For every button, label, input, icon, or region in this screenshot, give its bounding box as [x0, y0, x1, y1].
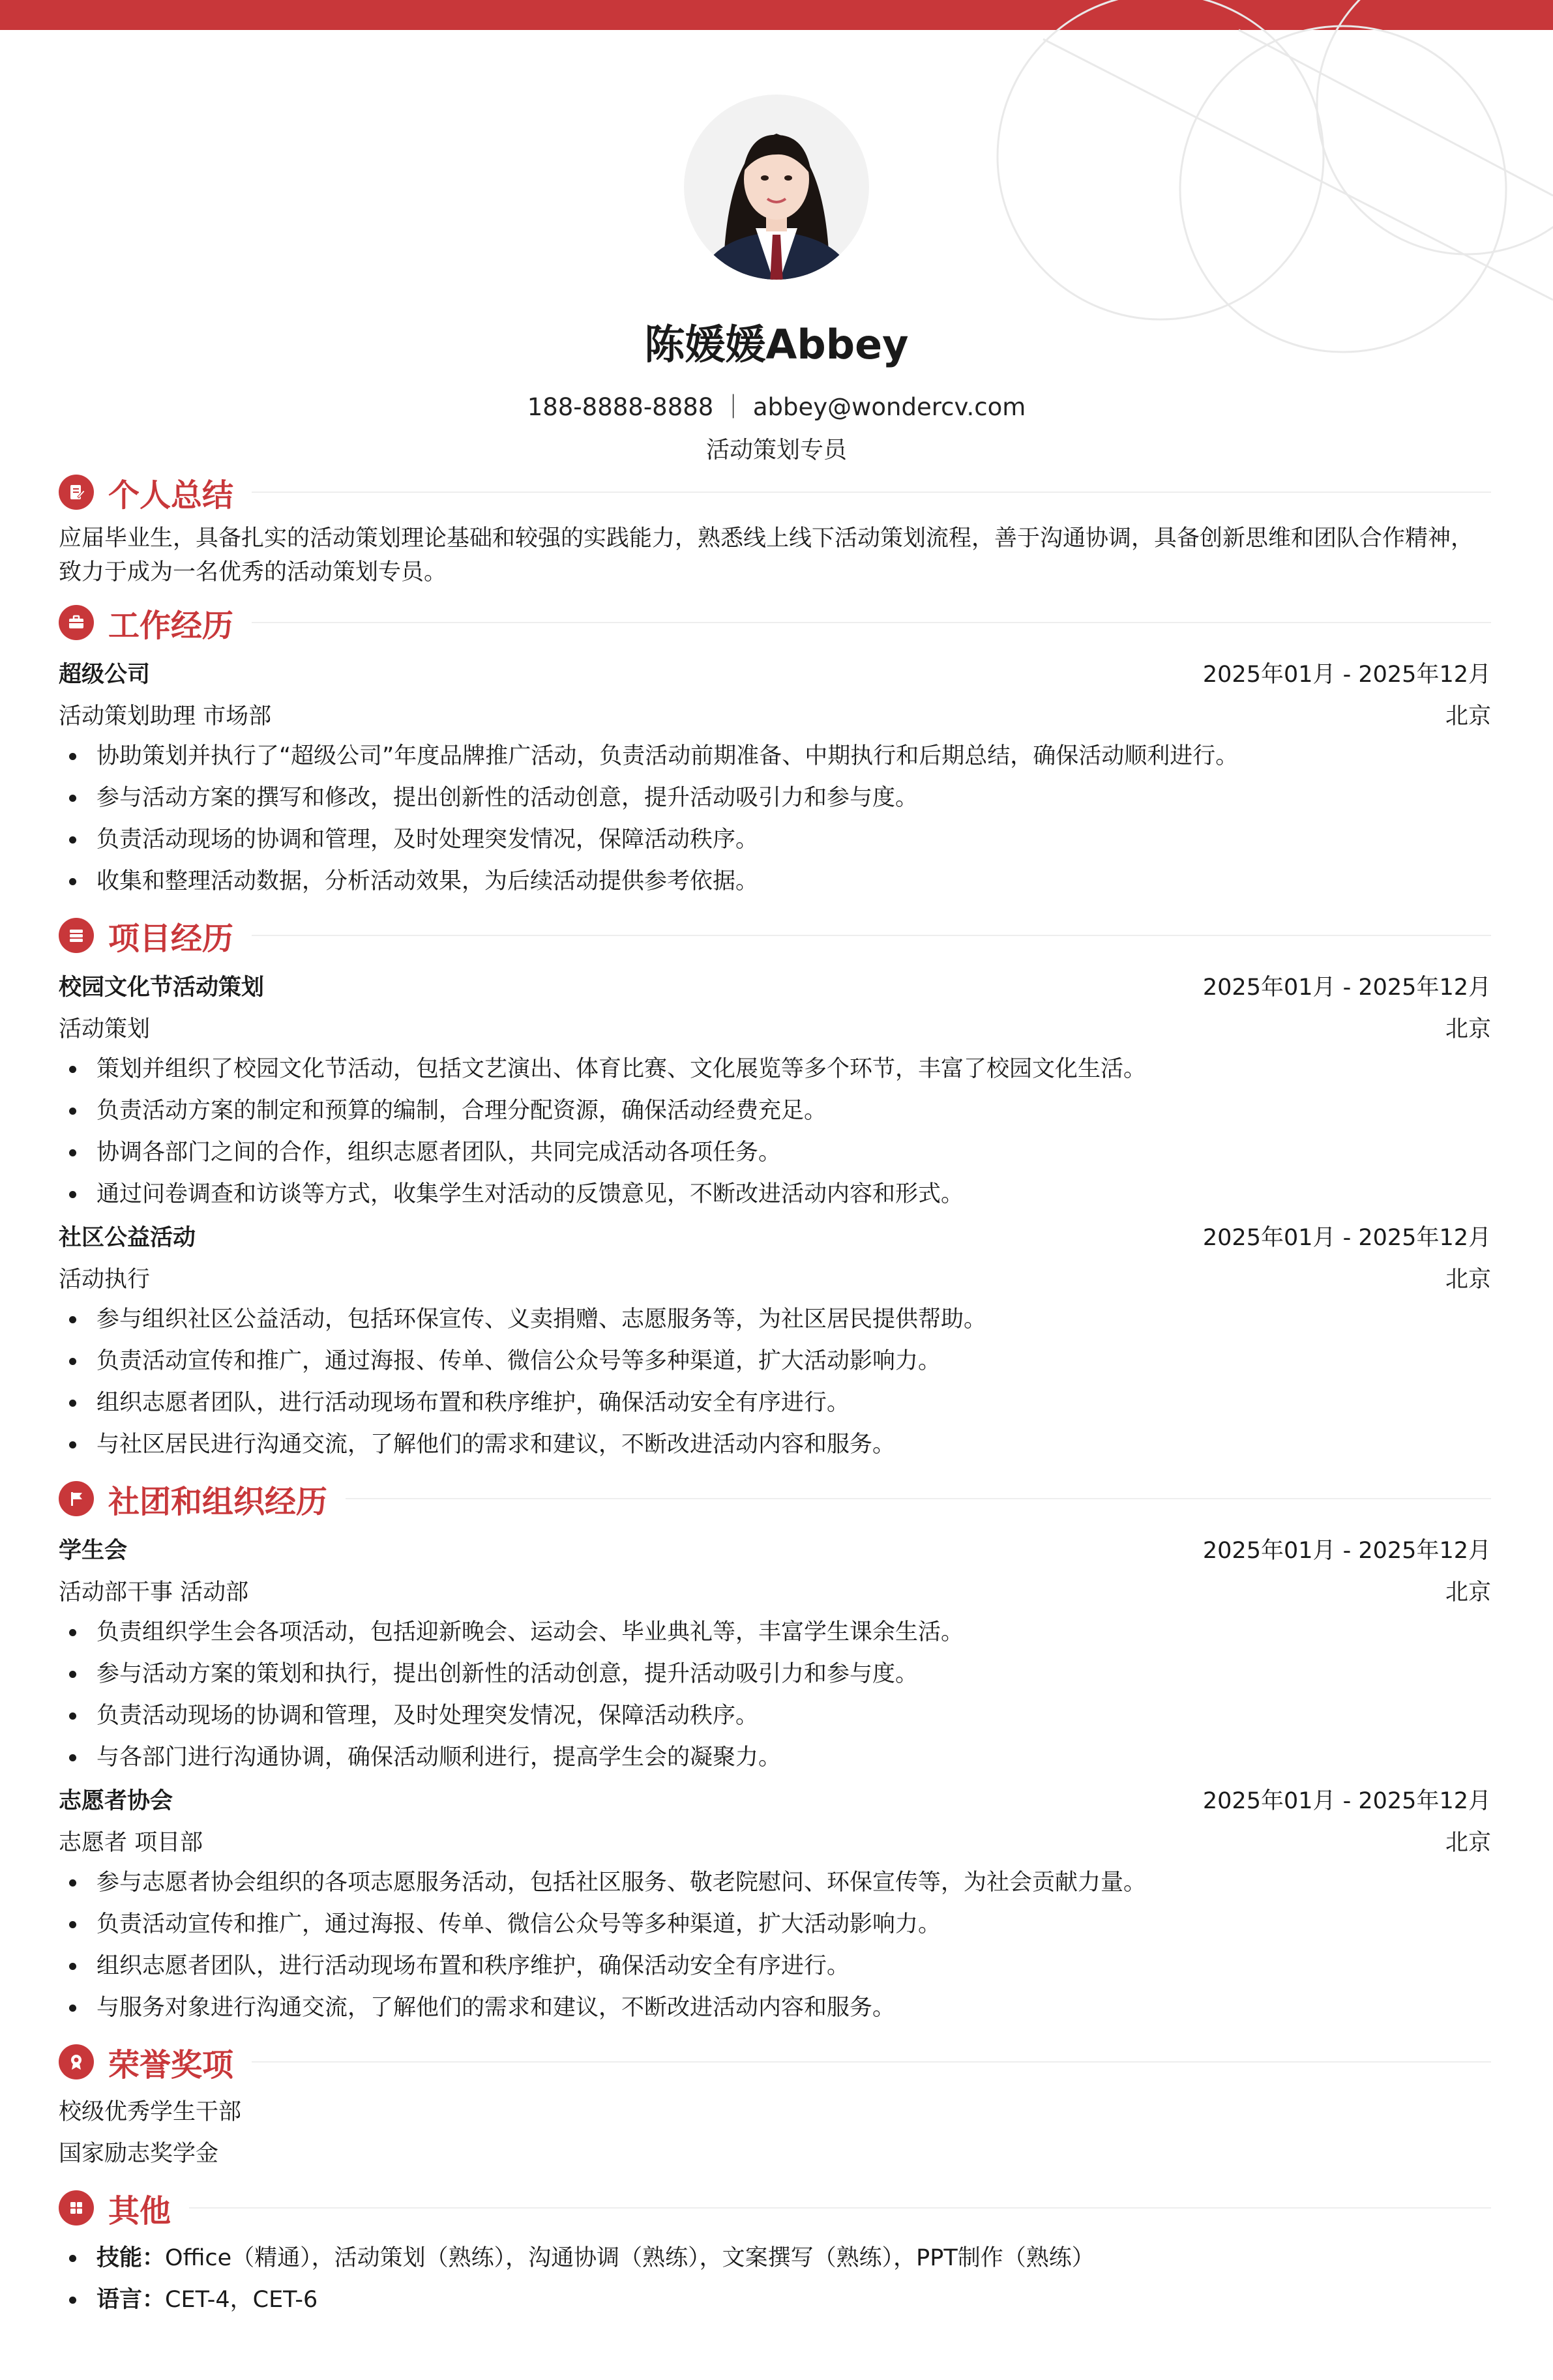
top-accent-bar — [0, 0, 1553, 30]
bullet-item: 协助策划并执行了“超级公司”年度品牌推广活动，负责活动前期准备、中期执行和后期总结，确保活动顺利进行。 — [59, 735, 1491, 777]
position: 活动策划 — [59, 1016, 151, 1042]
awards-section — [59, 2033, 1491, 2175]
organization: 志愿者协会 — [59, 1788, 173, 1814]
bullet-list — [59, 735, 1491, 902]
entry-subheader — [59, 1820, 1491, 1862]
section-title: 荣誉奖项 — [108, 2046, 234, 2083]
club-entry — [59, 1778, 1491, 2029]
entry-header — [59, 1528, 1491, 1570]
bullet-item: 负责活动宣传和推广，通过海报、传单、微信公众号等多种渠道，扩大活动影响力。 — [59, 1903, 1491, 1945]
location: 北京 — [1445, 1830, 1491, 1856]
section-title: 个人总结 — [108, 477, 234, 514]
section-header — [59, 906, 1491, 965]
date-range: 2025年01月 - 2025年12月 — [1202, 1225, 1491, 1251]
skills-item — [59, 2237, 1491, 2279]
bullet-item: 与服务对象进行沟通交流，了解他们的需求和建议，不断改进活动内容和服务。 — [59, 1987, 1491, 2029]
bullet-list — [59, 1048, 1491, 1215]
position: 活动策划助理 市场部 — [59, 703, 272, 729]
bullet-item: 策划并组织了校园文化节活动，包括文艺演出、体育比赛、文化展览等多个环节，丰富了校园文化生活。 — [59, 1048, 1491, 1090]
section-title: 社团和组织经历 — [108, 1483, 328, 1520]
entry-subheader — [59, 694, 1491, 735]
divider — [252, 492, 1491, 493]
bullet-item: 负责组织学生会各项活动，包括迎新晚会、运动会、毕业典礼等，丰富学生课余生活。 — [59, 1611, 1491, 1653]
position: 志愿者 项目部 — [59, 1830, 203, 1856]
divider — [346, 1498, 1491, 1499]
item-value: CET-4，CET-6 — [165, 2287, 318, 2313]
bullet-item: 协调各部门之间的合作，组织志愿者团队，共同完成活动各项任务。 — [59, 1132, 1491, 1173]
item-key: 语言： — [96, 2287, 166, 2313]
divider — [252, 2061, 1491, 2063]
section-header — [59, 2033, 1491, 2091]
contact-info: 188-8888-8888 ｜ abbey@wondercv.com — [527, 393, 1026, 421]
bullet-item: 参与志愿者协会组织的各项志愿服务活动，包括社区服务、敬老院慰问、环保宣传等，为社会贡献力量。 — [59, 1862, 1491, 1903]
divider — [252, 935, 1491, 936]
entry-header — [59, 965, 1491, 1006]
section-header — [59, 593, 1491, 652]
bullet-item: 参与活动方案的策划和执行，提出创新性的活动创意，提升活动吸引力和参与度。 — [59, 1653, 1491, 1695]
project-entry — [59, 1215, 1491, 1465]
divider — [189, 2207, 1491, 2209]
location: 北京 — [1445, 703, 1491, 729]
summary-text: 应届毕业生，具备扎实的活动策划理论基础和较强的实践能力，熟悉线上线下活动策划流程，善于沟通协调，具备创新思维和团队合作精神，致力于成为一名优秀的活动策划专员。 — [59, 525, 1474, 585]
award-icon — [59, 2044, 94, 2079]
bullet-list — [59, 1611, 1491, 1778]
summary-section — [59, 463, 1491, 589]
section-header — [59, 463, 1491, 522]
location: 北京 — [1445, 1016, 1491, 1042]
position: 活动部干事 活动部 — [59, 1579, 249, 1606]
clubs-section — [59, 1469, 1491, 2029]
item-value: Office（精通），活动策划（熟练），沟通协调（熟练），文案撰写（熟练），PPT制作（熟练） — [165, 2245, 1095, 2271]
section-header — [59, 1469, 1491, 1528]
club-entry — [59, 1528, 1491, 1778]
other-list — [59, 2237, 1491, 2321]
stack-icon — [59, 918, 94, 953]
bullet-item: 组织志愿者团队，进行活动现场布置和秩序维护，确保活动安全有序进行。 — [59, 1945, 1491, 1987]
bullet-item: 负责活动现场的协调和管理，及时处理突发情况，保障活动秩序。 — [59, 819, 1491, 860]
award-item: 国家励志奖学金 — [59, 2141, 219, 2167]
edit-icon — [59, 475, 94, 510]
section-header — [59, 2179, 1491, 2237]
location: 北京 — [1445, 1267, 1491, 1293]
divider — [252, 622, 1491, 623]
organization: 校园文化节活动策划 — [59, 975, 265, 1001]
bullet-item: 负责活动宣传和推广，通过海报、传单、微信公众号等多种渠道，扩大活动影响力。 — [59, 1340, 1491, 1382]
entry-subheader — [59, 1006, 1491, 1048]
bullet-list — [59, 1862, 1491, 2029]
organization: 社区公益活动 — [59, 1225, 196, 1251]
project-entry — [59, 965, 1491, 1215]
language-item — [59, 2279, 1491, 2321]
section-title: 其他 — [108, 2192, 171, 2229]
bullet-item: 负责活动方案的制定和预算的编制，合理分配资源，确保活动经费充足。 — [59, 1090, 1491, 1132]
item-key: 技能： — [96, 2245, 166, 2271]
resume-body — [59, 463, 1491, 2321]
bullet-list — [59, 1299, 1491, 1465]
section-title: 项目经历 — [108, 920, 234, 957]
work-entry — [59, 652, 1491, 902]
bullet-item: 参与组织社区公益活动，包括环保宣传、义卖捐赠、志愿服务等，为社区居民提供帮助。 — [59, 1299, 1491, 1340]
target-role: 活动策划专员 — [705, 437, 847, 463]
entry-header — [59, 1778, 1491, 1820]
bullet-item: 负责活动现场的协调和管理，及时处理突发情况，保障活动秩序。 — [59, 1695, 1491, 1737]
bullet-item: 与各部门进行沟通协调，确保活动顺利进行，提高学生会的凝聚力。 — [59, 1737, 1491, 1778]
entry-header — [59, 1215, 1491, 1257]
award-item: 校级优秀学生干部 — [59, 2099, 242, 2125]
entry-header — [59, 652, 1491, 694]
projects-section — [59, 906, 1491, 1465]
location: 北京 — [1445, 1579, 1491, 1606]
bullet-item: 通过问卷调查和访谈等方式，收集学生对活动的反馈意见，不断改进活动内容和形式。 — [59, 1173, 1491, 1215]
date-range: 2025年01月 - 2025年12月 — [1202, 662, 1491, 688]
organization: 学生会 — [59, 1538, 128, 1564]
date-range: 2025年01月 - 2025年12月 — [1202, 1538, 1491, 1564]
grid-icon — [59, 2190, 94, 2226]
entry-subheader — [59, 1570, 1491, 1611]
bullet-item: 参与活动方案的撰写和修改，提出创新性的活动创意，提升活动吸引力和参与度。 — [59, 777, 1491, 819]
briefcase-icon — [59, 605, 94, 640]
work-section — [59, 593, 1491, 902]
avatar — [684, 95, 869, 280]
other-section — [59, 2179, 1491, 2321]
bullet-item: 与社区居民进行沟通交流，了解他们的需求和建议，不断改进活动内容和服务。 — [59, 1424, 1491, 1465]
entry-subheader — [59, 1257, 1491, 1299]
position: 活动执行 — [59, 1267, 151, 1293]
organization: 超级公司 — [59, 662, 151, 688]
bullet-item: 收集和整理活动数据，分析活动效果，为后续活动提供参考依据。 — [59, 860, 1491, 902]
section-title: 工作经历 — [108, 607, 234, 644]
flag-icon — [59, 1481, 94, 1516]
bullet-item: 组织志愿者团队，进行活动现场布置和秩序维护，确保活动安全有序进行。 — [59, 1382, 1491, 1424]
date-range: 2025年01月 - 2025年12月 — [1202, 975, 1491, 1001]
date-range: 2025年01月 - 2025年12月 — [1202, 1788, 1491, 1814]
candidate-name: 陈媛媛Abbey — [644, 321, 909, 368]
resume-header — [0, 95, 1553, 465]
